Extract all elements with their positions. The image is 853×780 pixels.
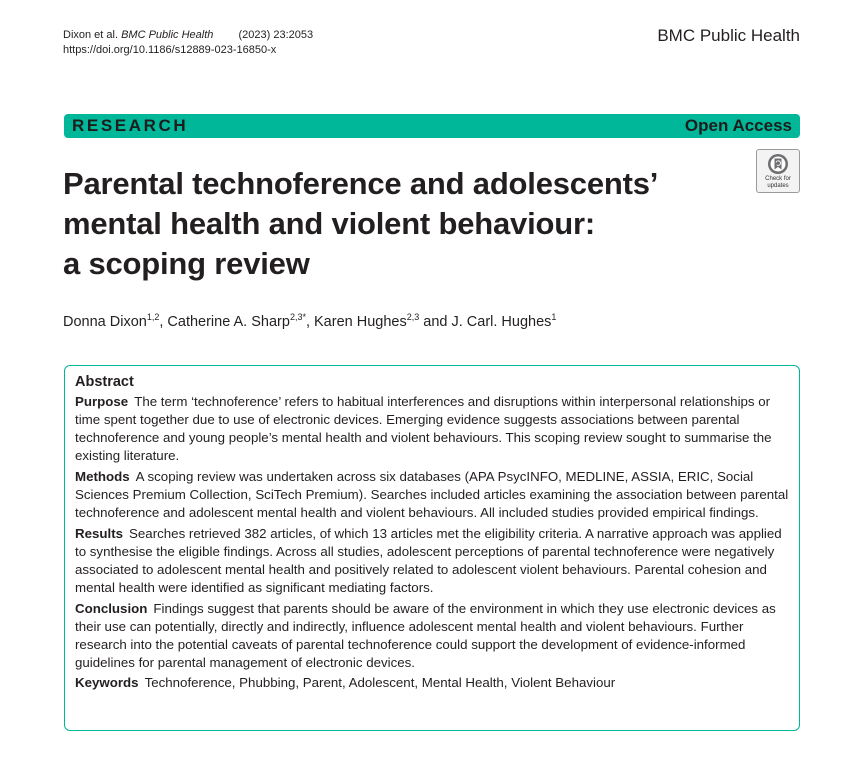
author-affiliation: 1,2 [146,312,160,322]
abstract-results [75,525,789,597]
check-updates-line2: updates [767,182,789,189]
abstract-conclusion [75,600,789,672]
author-name[interactable]: J. Carl. Hughes [451,314,552,330]
author-affiliation: 1 [551,312,557,322]
author-affiliation: 2,3 [406,312,420,322]
title-line-1: Parental technoference and adolescents’ [63,166,659,201]
author-affiliation: 2,3* [289,312,306,322]
results-label: Results [75,525,124,541]
methods-text: A scoping review was undertaken across six databases (APA PsycINFO, MEDLINE, ASSIA, ERIC, Social Sciences Premium Collection, SciTech Premium). Searches included articles examining the association between parental technoference and adolescent mental health and violent behaviours. All included studies provided empirical findings. [75,468,789,521]
purpose-label: Purpose [75,394,129,409]
keywords-label: Keywords [75,675,139,691]
abstract-heading: Abstract [75,374,134,390]
section-label: RESEARCH [72,116,189,135]
article-type-banner [64,114,800,138]
abstract-purpose [75,393,789,465]
conclusion-label: Conclusion [75,600,148,616]
citation-authors: Dixon et al. [63,29,119,41]
bookmark-refresh-icon [767,153,789,175]
abstract-box [64,365,800,731]
author-name[interactable]: Donna Dixon [63,314,147,330]
citation-volume: (2023) 23:2053 [238,29,314,41]
citation-journal: BMC Public Health [121,29,214,41]
title-line-3: a scoping review [63,246,310,281]
abstract-keywords [75,674,789,692]
results-text: Searches retrieved 382 articles, of which 13 articles met the eligibility criteria. A narrative approach was applied to synthesise the eligible findings. Across all studies, adolescent perceptions of parental technoference were negatively associated to adolescent mental health and positively related to adolescent violent behaviours. Parental cohesion and mental health were identified as significant mediating factors. [75,525,782,595]
purpose-text: The term ‘technoference’ refers to habitual interferences and disruptions within interpersonal relationships or time spent together due to use of electronic devices. Emerging evidence suggests associations between parental technoference and young people’s mental health and violent behaviours. This scoping review sought to summarise the existing literature. [75,394,772,464]
author-separator: and [419,314,452,330]
conclusion-text: Findings suggest that parents should be aware of the environment in which they use electronic devices as their use can potentially, directly and indirectly, influence adolescent mental health and violent behaviours. Further research into the potential caveats of parental technoference could support the development of evidence-informed guidelines for parental management of electronic devices. [75,600,776,670]
journal-name: BMC Public Health [657,26,800,45]
check-updates-line1: Check for [765,176,791,182]
author-separator: , [305,314,315,330]
article-title [63,164,723,284]
author-name[interactable]: Catherine A. Sharp [167,314,290,330]
author-name[interactable]: Karen Hughes [314,314,407,330]
citation-block [63,28,313,58]
keywords-text: Technoference, Phubbing, Parent, Adolescent, Mental Health, Violent Behaviour [144,675,616,691]
methods-label: Methods [75,468,130,484]
citation-line [63,28,313,43]
check-for-updates-button[interactable] [756,149,800,193]
doi-link[interactable]: https://doi.org/10.1186/s12889-023-16850-x [63,44,277,56]
title-line-2: mental health and violent behaviour: [63,206,595,241]
check-updates-text [765,176,791,189]
open-access-label: Open Access [684,116,792,135]
author-list [63,312,556,330]
author-separator: , [159,314,168,330]
abstract-methods [75,468,789,522]
